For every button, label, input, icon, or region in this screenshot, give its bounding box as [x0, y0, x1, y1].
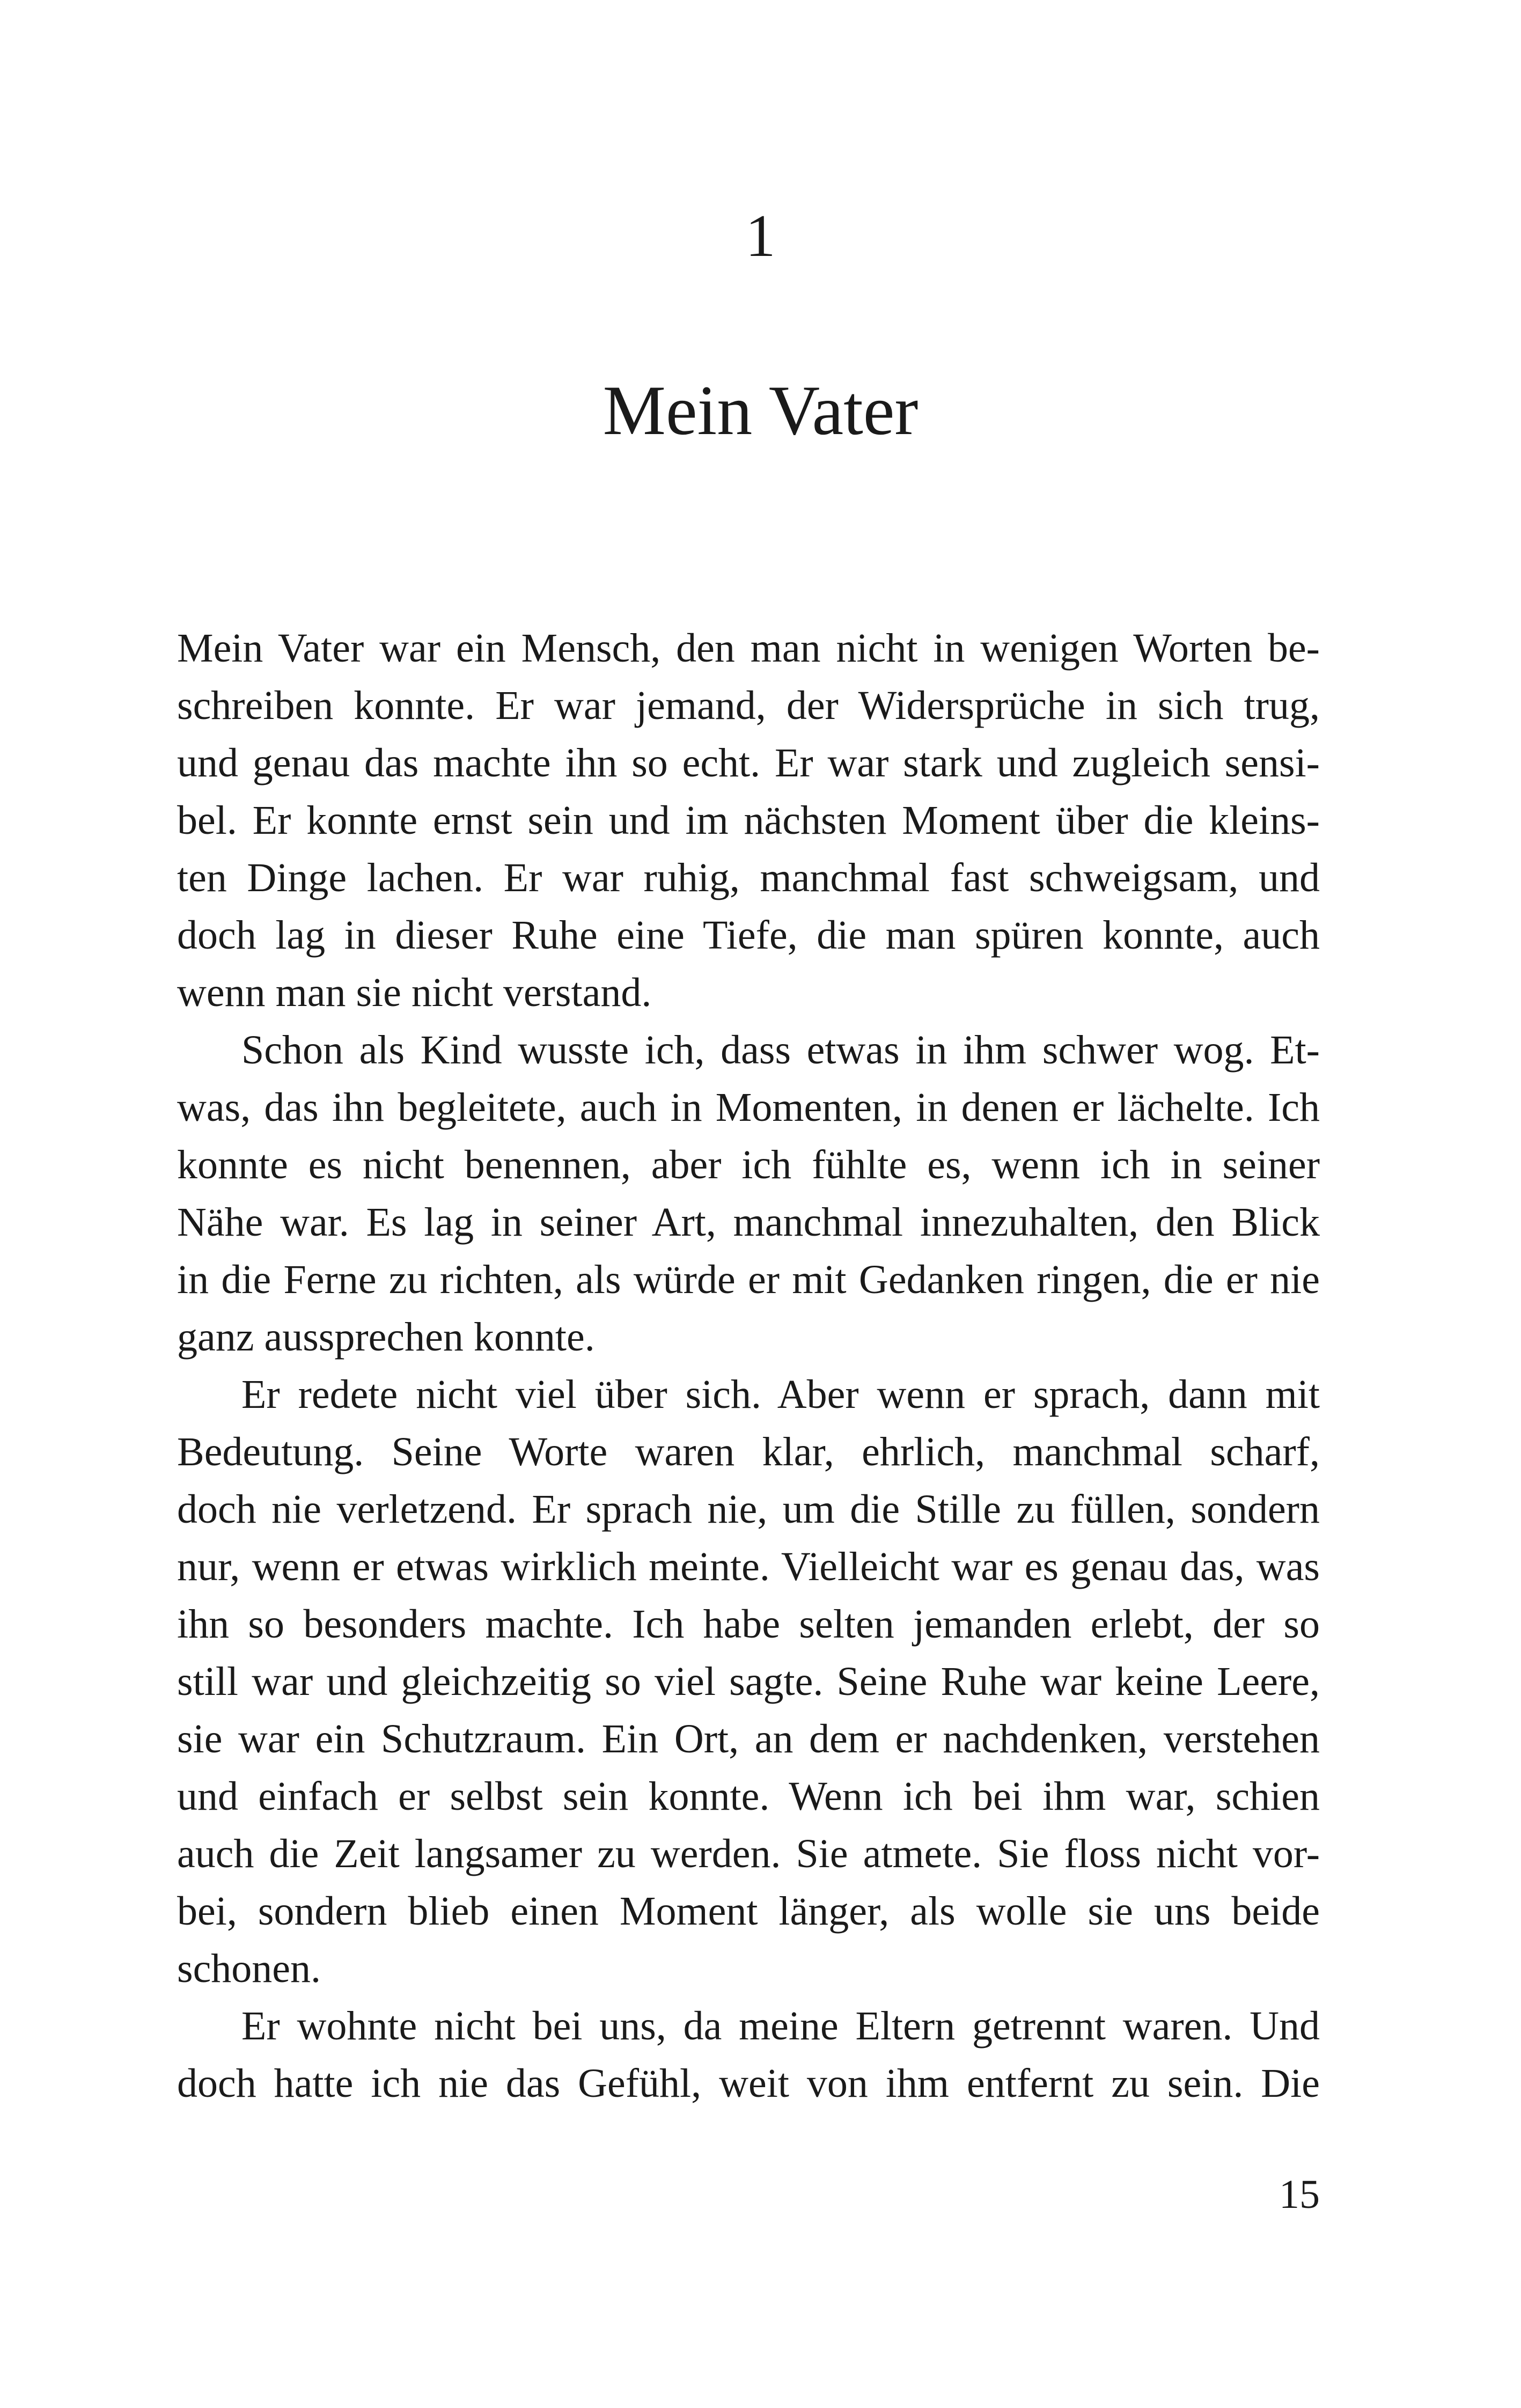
- text-line: ihn so besonders machte. Ich habe selten jemanden erlebt, der so: [177, 1602, 1320, 1647]
- text-line: wenn man sie nicht verstand.: [177, 970, 652, 1015]
- text-line: auch die Zeit langsamer zu werden. Sie atmete. Sie floss nicht vor-: [177, 1831, 1320, 1876]
- text-line: Mein Vater war ein Mensch, den man nicht in wenigen Worten be-: [177, 626, 1320, 671]
- text-line: ganz aussprechen konnte.: [177, 1315, 595, 1360]
- body-text: [177, 620, 1320, 2112]
- text-line: doch hatte ich nie das Gefühl, weit von ihm entfernt zu sein. Die: [177, 2061, 1320, 2106]
- text-line: Nähe war. Es lag in seiner Art, manchmal innezuhalten, den Blick: [177, 1200, 1320, 1245]
- text-line: ten Dinge lachen. Er war ruhig, manchmal fast schweigsam, und: [177, 855, 1320, 900]
- text-line: Schon als Kind wusste ich, dass etwas in ihm schwer wog. Et-: [241, 1027, 1320, 1073]
- text-line: schonen.: [177, 1946, 321, 1991]
- text-line: doch nie verletzend. Er sprach nie, um die Stille zu füllen, sondern: [177, 1487, 1320, 1532]
- chapter-number: 1: [745, 203, 776, 269]
- text-line: in die Ferne zu richten, als würde er mit Gedanken ringen, die er nie: [177, 1257, 1320, 1302]
- text-line: sie war ein Schutzraum. Ein Ort, an dem er nachdenken, verstehen: [177, 1716, 1320, 1761]
- text-line: und einfach er selbst sein konnte. Wenn ich bei ihm war, schien: [177, 1774, 1320, 1819]
- page-number: 15: [1279, 2172, 1320, 2217]
- text-line: doch lag in dieser Ruhe eine Tiefe, die man spüren konnte, auch: [177, 913, 1320, 958]
- text-line: Er redete nicht viel über sich. Aber wenn er sprach, dann mit: [241, 1372, 1320, 1417]
- text-line: bei, sondern blieb einen Moment länger, als wolle sie uns beide: [177, 1889, 1320, 1934]
- text-line: nur, wenn er etwas wirklich meinte. Vielleicht war es genau das, was: [177, 1544, 1320, 1589]
- text-line: konnte es nicht benennen, aber ich fühlte es, wenn ich in seiner: [177, 1142, 1320, 1187]
- text-line: schreiben konnte. Er war jemand, der Widersprüche in sich trug,: [177, 683, 1320, 728]
- text-line: was, das ihn begleitete, auch in Momenten, in denen er lächelte. Ich: [177, 1085, 1320, 1130]
- text-line: still war und gleichzeitig so viel sagte. Seine Ruhe war keine Leere,: [177, 1659, 1320, 1704]
- text-line: und genau das machte ihn so echt. Er war stark und zugleich sensi-: [177, 740, 1320, 785]
- text-line: Bedeutung. Seine Worte waren klar, ehrlich, manchmal scharf,: [177, 1429, 1320, 1474]
- text-line: Er wohnte nicht bei uns, da meine Eltern getrennt waren. Und: [241, 2003, 1320, 2049]
- text-line: bel. Er konnte ernst sein und im nächsten Moment über die kleins-: [177, 798, 1320, 843]
- chapter-title: Mein Vater: [602, 371, 919, 450]
